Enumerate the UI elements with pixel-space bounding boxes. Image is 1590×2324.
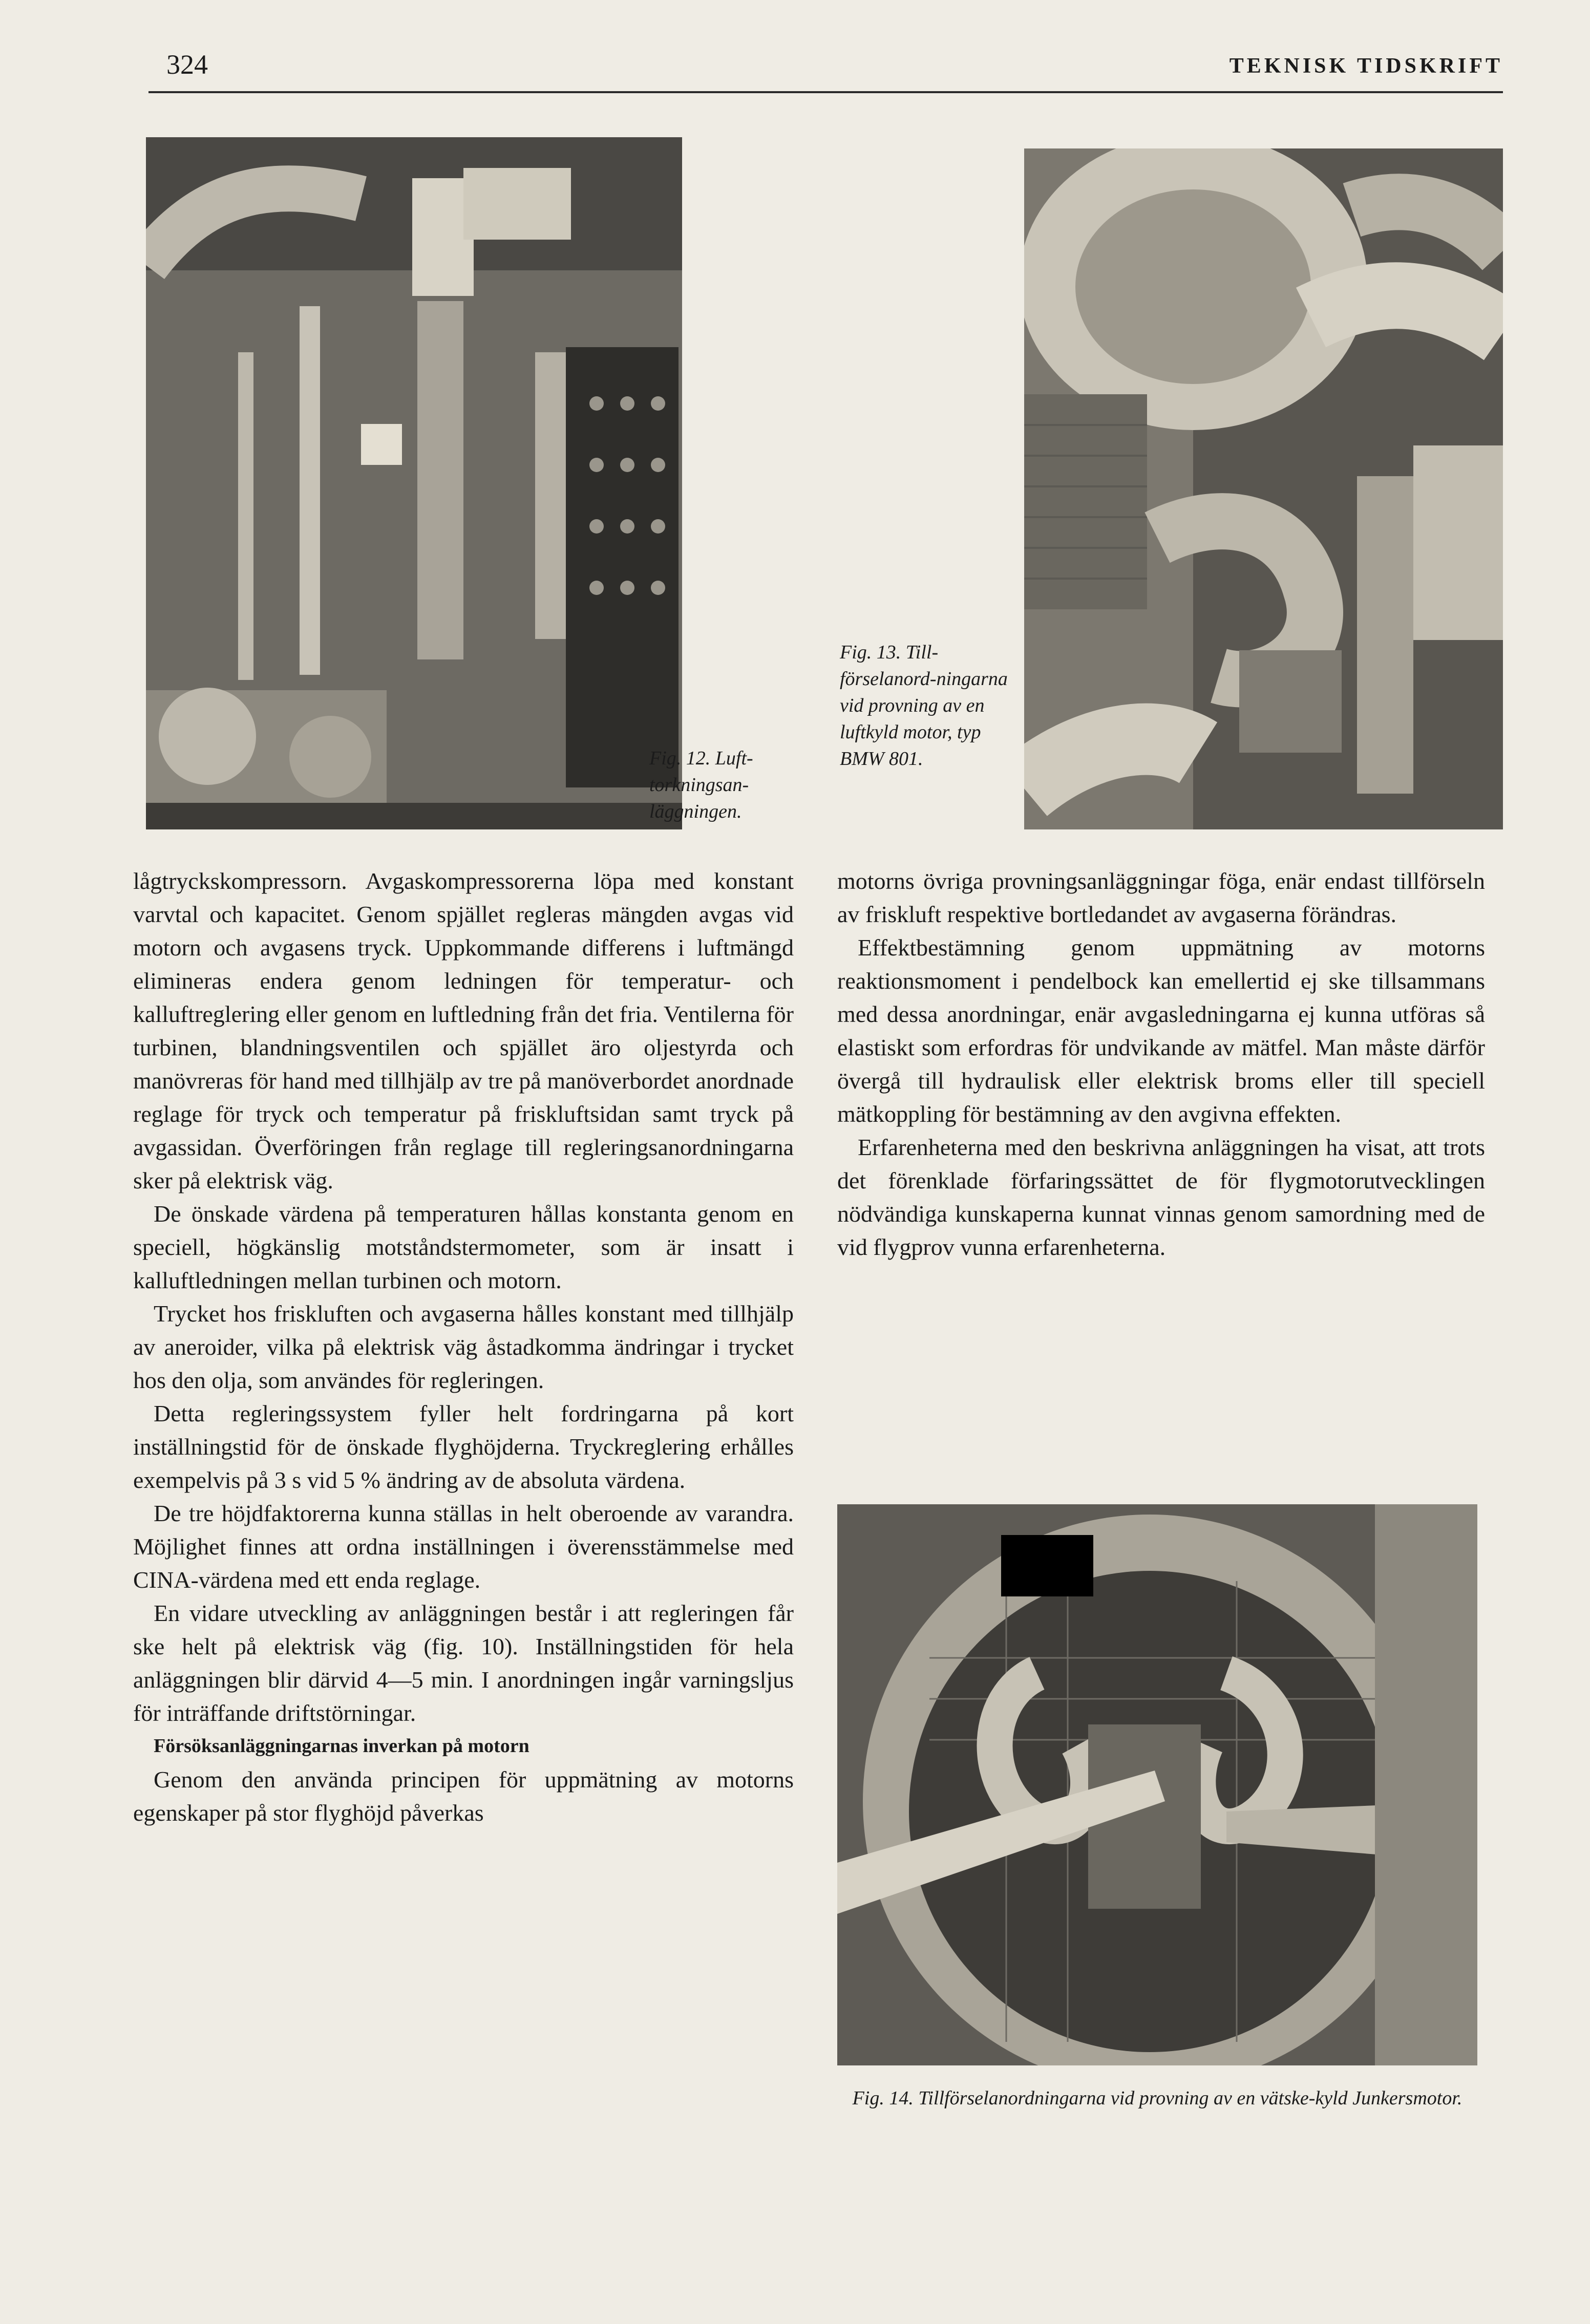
right-column [837,864,1485,1264]
left-paragraph-5: De tre höjdfaktorerna kunna ställas in helt oberoende av varandra. Möjlighet finnes att ordna inställningen i överensstämmelse med CINA-värdena med ett enda reglage. [133,1500,794,1593]
right-paragraph-3: Erfarenheterna med den beskrivna anläggningen ha visat, att trots det förenklade förfaringssättet de för flygmotorutvecklingen nödvändiga kunskaperna kunnat vinnas genom samordning med de vid flygprov vunna erfarenheterna. [837,1134,1485,1260]
right-paragraph-2: Effektbestämning genom uppmätning av motorns reaktionsmoment i pendelbock kan emellertid ej ske tillsammans med dessa anordningar, enär avgasledningarna ej kunna utföras så elastiskt som erfordras för undvikande av mätfel. Man måste därför övergå till hydraulisk eller elektrisk broms eller till speciell mätkoppling för bestämning av den avgivna effekten. [837,934,1485,1127]
left-paragraph-4: Detta regleringssystem fyller helt fordringarna på kort inställningstid för de önskade flyghöjderna. Tryckreglering erhålles exempelvis på 3 s vid 5 % ändring av de absoluta värdena. [133,1400,794,1493]
left-paragraph-2: De önskade värdena på temperaturen hållas konstanta genom en speciell, högkänslig motståndstermometer, som är insatt i kalluftledningen mellan turbinen och motorn. [133,1201,794,1293]
header-rule [149,91,1503,93]
left-paragraph-3: Trycket hos friskluften och avgaserna hålles konstant med tillhjälp av aneroider, vilka på elektrisk väg åstadkomma ändringar i trycket hos den olja, som användes för regleringen. [133,1300,794,1393]
figure-14-caption: Fig. 14. Tillförselanordningarna vid provning av en vätske-kyld Junkersmotor. [852,2087,1462,2109]
figure-13-photo [1024,148,1503,829]
figure-13-caption: Fig. 13. Till-förselanord-ningarna vid provning av en luftkyld motor, typ BMW 801. [840,642,1008,770]
left-paragraph-1: lågtryckskompressorn. Avgaskompressorerna löpa med konstant varvtal och kapacitet. Genom spjället regleras mängden avgas vid motorn och avgasens tryck. Uppkommande differens i luftmängd elimineras endera genom ledningen för temperatur- och kalluftreglering eller genom en luftledning från det fria. Ventilerna för turbinen, blandningsventilen och spjället äro oljestyrda och manövreras för hand med tillhjälp av tre på manöverbordet anordnade reglage för tryck och temperatur på friskluftsidan samt tryck på avgassidan. Överföringen från reglage till regleringsanordningarna sker på elektrisk väg. [133,868,794,1193]
right-paragraph-1: motorns övriga provningsanläggningar föga, enär endast tillförseln av friskluft respektive bortledandet av avgaserna förändras. [837,868,1485,927]
left-paragraph-6: En vidare utveckling av anläggningen består i att regleringen får ske helt på elektrisk väg (fig. 10). Inställningstiden för hela anläggningen blir därvid 4—5 min. I anordningen ingår varningsljus för inträffande driftstörningar. [133,1600,794,1726]
journal-title: TEKNISK TIDSKRIFT [1229,54,1503,78]
figure-14-photo [837,1504,1477,2065]
left-paragraph-final: Genom den använda principen för uppmätning av motorns egenskaper på stor flyghöjd påverkas [133,1766,794,1826]
section-heading: Försöksanläggningarnas inverkan på motorn [154,1735,529,1757]
figure-12-photo [146,137,682,829]
page-number: 324 [166,49,208,80]
left-column [133,864,794,1829]
figure-12-caption: Fig. 12. Luft-torkningsan-läggningen. [649,748,753,822]
